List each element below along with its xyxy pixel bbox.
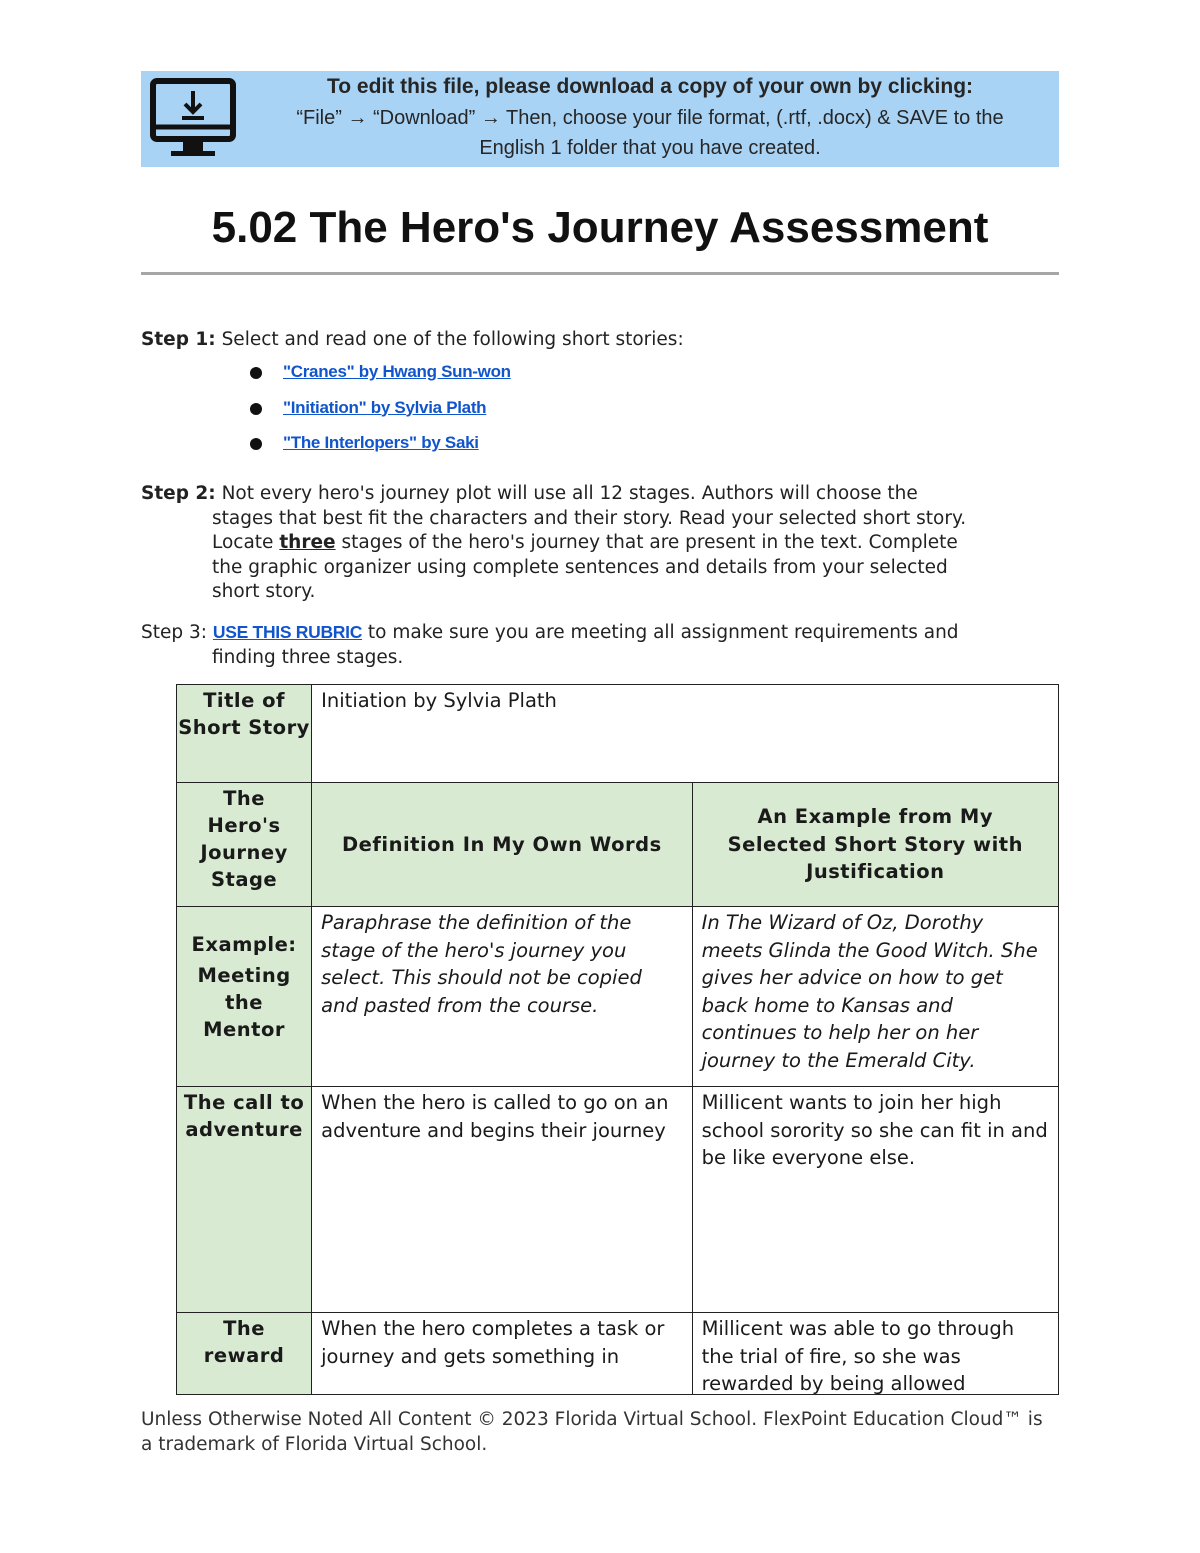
story-link-initiation[interactable]: "Initiation" by Sylvia Plath [283,397,487,417]
header-stage-text: The Hero's Journey Stage [200,787,288,891]
banner-instructions-cont: English 1 folder that you have created. [479,137,821,159]
stage-name: The call to adventure [183,1091,305,1141]
definition-text: When the hero is called to go on an adventure and begins their journey [321,1091,669,1142]
step-1 [141,328,1061,353]
edit-instructions-banner [141,71,1059,167]
page-title: 5.02 The Hero's Journey Assessment [211,203,989,252]
step-2-text-d: the graphic organizer using complete sentences and details from your selected [212,556,948,578]
graphic-organizer-table [176,684,1059,1395]
bullet-icon [250,367,262,379]
step-3-text-a: to make sure you are meeting all assignment requirements and [367,622,959,643]
step-1-label: Step 1: [141,329,216,350]
story-title-value: Initiation by Sylvia Plath [321,689,557,712]
example-cell[interactable] [692,1087,1058,1313]
example-stage: Meeting the Mentor [197,964,291,1041]
list-item [250,360,511,396]
example-text: Millicent was able to go through the trial of fire, so she was rewarded by being allowed [701,1317,1015,1394]
story-link-list [250,360,511,467]
story-title-label-text: Title of Short Story [178,689,310,739]
example-definition-cell [312,907,692,1087]
example-stage-cell [177,907,312,1087]
example-story: In The Wizard of Oz, Dorothy meets Glinda the Good Witch. She gives her advice on how to get back home to Kansas and continues to help her on her journey to the Emerald City. [701,911,1038,1072]
step-2-text-c [141,531,1061,556]
header-stage [177,783,312,907]
list-item [250,396,511,432]
example-label: Example: [191,933,297,956]
bullet-icon [250,438,262,450]
header-example-text: An Example from My Selected Short Story with Justification [727,805,1023,884]
step-2-text-a: Not every hero's journey plot will use all 12 stages. Authors will choose the [221,483,918,504]
header-example [692,783,1058,907]
step-3 [141,620,1061,670]
step-2-text-c-post: stages of the hero's journey that are present in the text. Complete [341,532,958,553]
step-2-text-b: stages that best fit the characters and their story. Read your selected short story. [212,507,967,529]
banner-instructions: “File” → “Download” → Then, choose your file format, (.rtf, .docx) & SAVE to the [296,107,1004,129]
example-text: Millicent wants to join her high school sorority so she can fit in and be like everyone else. [701,1091,1048,1169]
definition-cell[interactable] [312,1087,692,1313]
table-row [177,1313,1059,1395]
header-definition: Definition In My Own Words [312,783,692,907]
step-2-text-c-pre: Locate [212,532,274,553]
table-row [177,1087,1059,1313]
list-item [250,431,511,467]
example-cell[interactable] [692,1313,1058,1395]
step-3-label: Step 3: [141,622,208,643]
stage-cell [177,1313,312,1395]
step-2-emphasis: three [279,532,336,553]
story-title-label [177,685,312,783]
step-3-text-b: finding three stages. [212,646,404,668]
title-divider [141,272,1059,275]
step-2-text-e: short story. [212,581,316,602]
stage-name: The reward [203,1317,285,1367]
table-row [177,907,1059,1087]
story-title-cell[interactable] [312,685,1059,783]
example-definition: Paraphrase the definition of the stage of the hero's journey you select. This should not be copied and pasted from the course. [321,911,642,1017]
copyright-footer: Unless Otherwise Noted All Content © 2023 Florida Virtual School. FlexPoint Education Cloud™ is a trademark of Florida Virtual School. [141,1409,1043,1455]
step-2-label: Step 2: [141,483,216,504]
story-link-interlopers[interactable]: "The Interlopers" by Saki [283,433,479,452]
table-row [177,685,1059,783]
example-story-cell [692,907,1058,1087]
table-header-row [177,783,1059,907]
definition-text: When the hero completes a task or journey and gets something in [321,1317,665,1368]
stage-cell [177,1087,312,1313]
step-2 [141,482,1061,605]
bullet-icon [250,403,262,415]
computer-download-icon [149,77,237,161]
definition-cell[interactable] [312,1313,692,1395]
rubric-link[interactable]: USE THIS RUBRIC [212,622,363,642]
step-1-text: Select and read one of the following short stories: [221,329,684,350]
story-link-cranes[interactable]: "Cranes" by Hwang Sun-won [283,362,511,381]
banner-heading: To edit this file, please download a copy of your own by clicking: [326,75,974,98]
